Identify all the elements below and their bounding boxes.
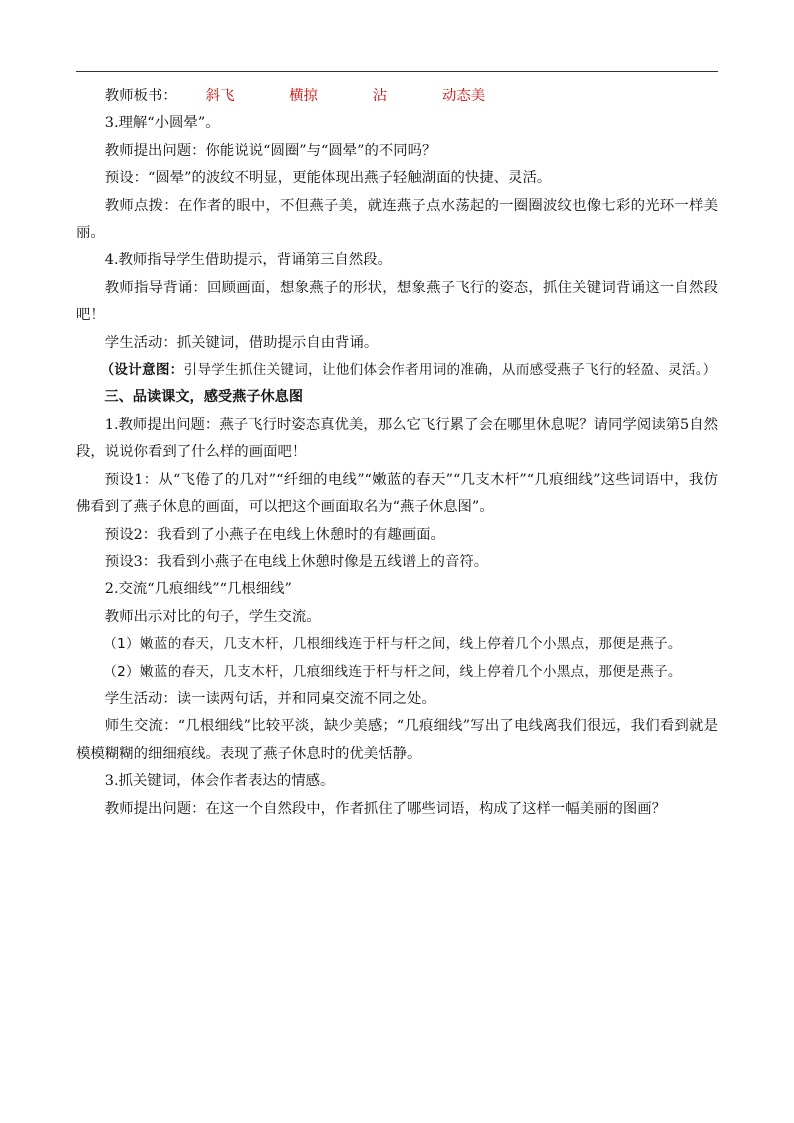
paragraph: 预设2：我看到了小燕子在电线上休憩时的有趣画面。 — [104, 526, 445, 543]
example-sentence-2: （2）嫩蓝的春天，几支木杆，几痕细线连于杆与杆之间，线上停着几个小黑点，那便是燕子。 — [103, 663, 682, 680]
paragraph: 学生活动：读一读两句话，并和同桌交流不同之处。 — [104, 690, 436, 707]
board-word-4: 动态美 — [441, 88, 486, 104]
design-note-text: 引导学生抓住关键词，让他们体会作者用词的准确，从而感受燕子飞行的轻盈、灵活。） — [183, 362, 717, 379]
paragraph: 学生活动：抓关键词，借助提示自由背诵。 — [104, 334, 379, 351]
example-sentence-1: （1）嫩蓝的春天，几支木杆，几根细线连于杆与杆之间，线上停着几个小黑点，那便是燕子。 — [103, 636, 682, 653]
paragraph: 教师提出问题：在这一个自然段中，作者抓住了哪些词语，构成了这样一幅美丽的图画？ — [104, 800, 667, 817]
document-body — [76, 83, 718, 823]
paragraph: 教师指导背诵：回顾画面，想象燕子的形状，想象燕子飞行的姿态，抓住关键词背诵这一自然段吧！ — [76, 279, 718, 324]
paragraph: 2.交流“几痕细线”“几根细线” — [104, 581, 292, 598]
design-note — [76, 357, 718, 384]
paragraph: 1.教师提出问题：燕子飞行时姿态真优美，那么它飞行累了会在哪里休息呢？请同学阅读第5自然段，说说你看到了什么样的画面吧！ — [76, 416, 718, 461]
board-word-3: 沾 — [372, 88, 388, 104]
paragraph: 4.教师指导学生借助提示，背诵第三自然段。 — [104, 252, 392, 269]
paragraph: 预设1：从“飞倦了的几对”“纤细的电线”“嫩蓝的春天”“几支木杆”“几痕细线”这些词语中，我仿佛看到了燕子休息的画面，可以把这个画面取名为“燕子休息图”。 — [76, 471, 718, 516]
paragraph: 教师点拨：在作者的眼中，不但燕子美，就连燕子点水荡起的一圈圈波纹也像七彩的光环一样美丽。 — [76, 197, 718, 242]
paragraph: 3.抓关键词，体会作者表达的情感。 — [104, 773, 335, 790]
paragraph: 预设：“圆晕”的波纹不明显，更能体现出燕子轻触湖面的快捷、灵活。 — [104, 170, 552, 187]
board-word-2: 横掠 — [289, 88, 318, 104]
paragraph: 预设3：我看到小燕子在电线上休憩时像是五线谱上的音符。 — [104, 553, 489, 570]
paragraph: 师生交流：“几根细线”比较平淡，缺少美感；“几痕细线”写出了电线离我们很远，我们看到就是模模糊糊的细细痕线。表现了燕子休息时的优美恬静。 — [76, 718, 718, 762]
paragraph: 3.理解“小圆晕”。 — [104, 115, 220, 132]
paragraph: 教师出示对比的句子，学生交流。 — [104, 608, 321, 625]
design-note-label: （设计意图： — [100, 362, 184, 379]
board-word-1: 斜飞 — [205, 88, 235, 104]
board-line — [76, 83, 718, 110]
header-rule — [76, 71, 718, 72]
board-label: 教师板书： — [104, 88, 177, 104]
paragraph: 教师提出问题：你能说说“圆圈”与“圆晕”的不同吗？ — [104, 142, 437, 159]
section-heading: 三、品读课文，感受燕子休息图 — [104, 389, 304, 406]
